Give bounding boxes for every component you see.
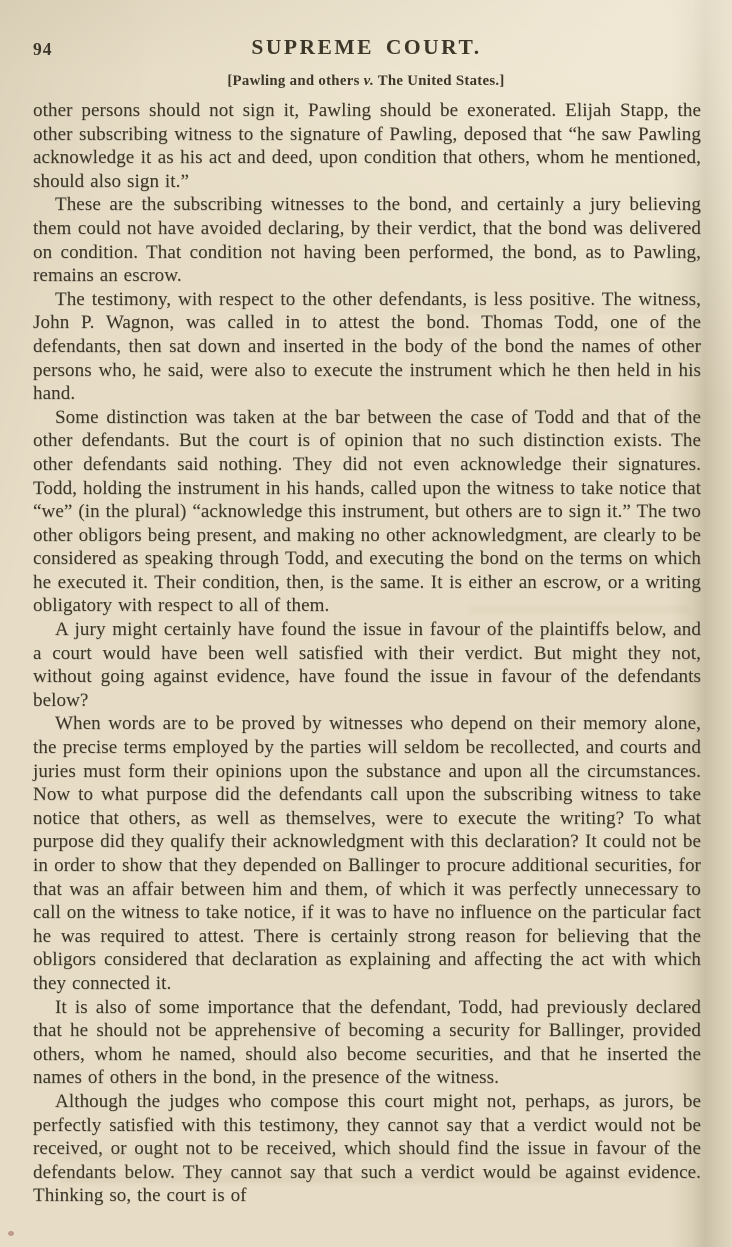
case-caption-versus: v. <box>363 73 374 89</box>
paragraph: When words are to be proved by witnesses who depend on their memory alone, the precise terms employed by the parties will seldom be recollected, and courts and juries must form their opinions upon the substance and upon all the circumstances. Now to what purpose did the defendants call upon the subscribing witness to take notice that others, as well as themselves, were to execute the writing? To what purpose did they qualify their acknowledgment with this declaration? It could not be in order to show that they depended on Ballinger to procure additional securities, for that was an affair between him and them, of which it was perfectly unnecessary to call on the witness to take notice, if it was to have no influence on the particular fact he was required to attest. There is certainly strong reason for believing that the obligors considered that declaration as explaining and affecting the act with which they connected it. <box>33 713 701 994</box>
case-caption <box>0 73 732 90</box>
paragraph: Some distinction was taken at the bar between the case of Todd and that of the other defendants. But the court is of opinion that no such distinction exists. The other defendants said nothing. They did not even acknowledge their signatures. Todd, holding the instrument in his hands, called upon the witness to take notice that “we” (in the plural) “acknowledge this instrument, but others are to sign it.” The two other obligors being present, and making no other acknowledgment, are clearly to be considered as speaking through Todd, and executing the bond on the terms on which he executed it. Their condition, then, is the same. It is either an escrow, or a writing obligatory with respect to all of them. <box>33 406 701 617</box>
paper-speck <box>8 1231 14 1236</box>
paragraph: Although the judges who compose this court might not, perhaps, as jurors, be perfectly satisfied with this testimony, they cannot say that a verdict would not be received, or ought not to be received, which should find the issue in favour of the defendants below. They cannot say that such a verdict would be against evidence. Thinking so, the court is of <box>33 1090 701 1207</box>
paragraph: other persons should not sign it, Pawling should be exonerated. Elijah Stapp, the other subscribing witness to the signature of Pawling, deposed that “he saw Pawling acknowledge it as his act and deed, upon condition that others, whom he mentioned, should also sign it.” <box>33 100 701 192</box>
page-header <box>33 35 700 63</box>
running-head: SUPREME COURT. <box>251 35 482 59</box>
page-number: 94 <box>33 39 53 59</box>
paragraph: The testimony, with respect to the other defendants, is less positive. The witness, John P. Wagnon, was called in to attest the bond. Thomas Todd, one of the defendants, then sat down and inserted in the body of the bond the names of other persons who, he said, were also to execute the instrument which he then held in his hand. <box>33 288 701 405</box>
case-caption-close: The United States.] <box>373 73 505 89</box>
opinion-text <box>33 99 701 1208</box>
paragraph: These are the subscribing witnesses to the bond, and certainly a jury believing them could not have avoided declaring, by their verdict, that the bond was delivered on condition. That condition not having been performed, the bond, as to Pawling, remains an escrow. <box>33 194 701 287</box>
paragraph: It is also of some importance that the defendant, Todd, had previously declared that he should not be apprehensive of becoming a security for Ballinger, provided others, whom he named, should also become securities, and that he inserted the names of others in the bond, in the presence of the witness. <box>33 996 701 1089</box>
paragraph: A jury might certainly have found the issue in favour of the plaintiffs below, and a court would have been well satisfied with their verdict. But might they not, without going against evidence, have found the issue in favour of the defendants below? <box>33 619 701 711</box>
case-caption-open: [Pawling and others <box>227 73 364 89</box>
